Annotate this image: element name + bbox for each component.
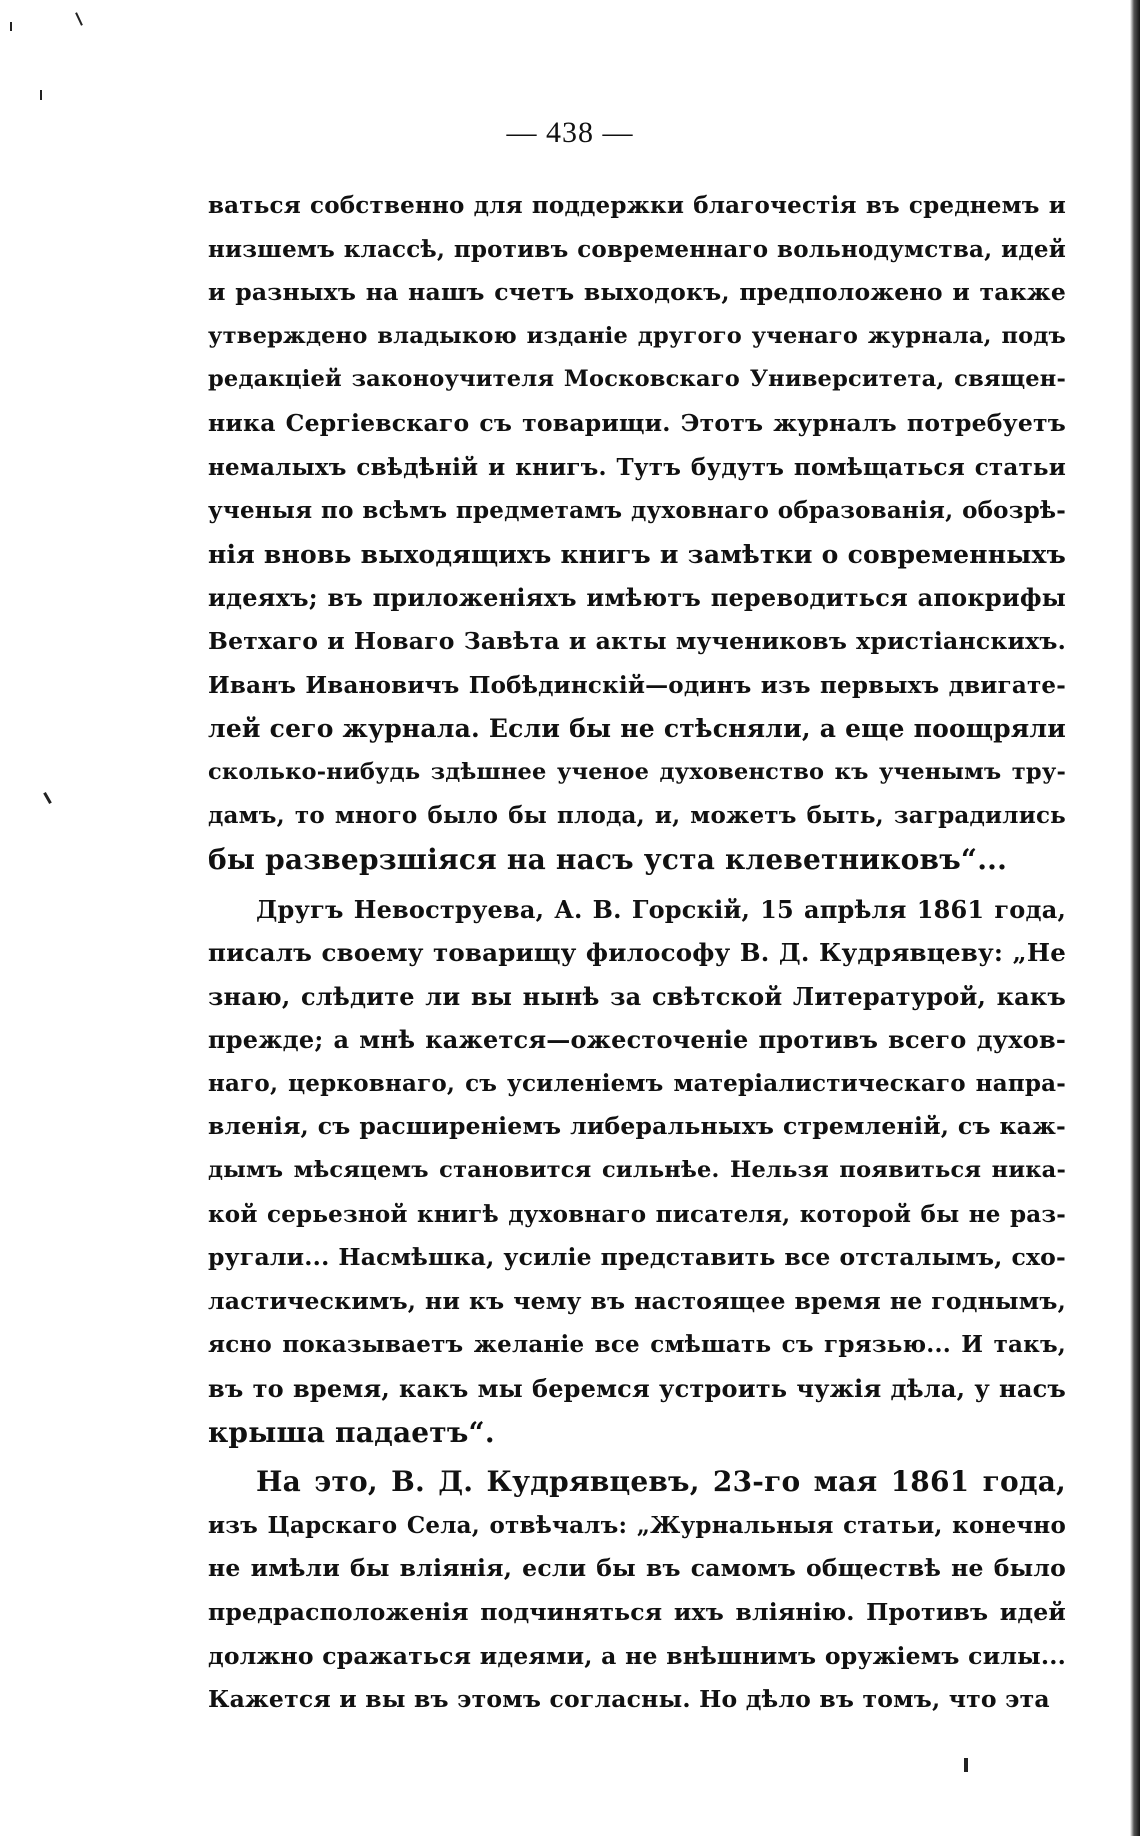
- scan-speck: [964, 1758, 968, 1772]
- page-edge-shadow: [1130, 0, 1140, 1836]
- text-line: Иванъ Ивановичъ Побѣдинскій—одинъ изъ первыхъ двигате-: [208, 671, 1066, 699]
- text-line: должно сражаться идеями, а не внѣшнимъ оружіемъ силы...: [208, 1641, 1066, 1670]
- text-line: и разныхъ на нашъ счетъ выходокъ, предположено и также: [208, 278, 1066, 307]
- paragraph: [208, 1460, 1066, 1722]
- text-line: утверждено владыкою изданіе другого ученаго журнала, подъ: [208, 322, 1066, 349]
- text-line: ясно показываетъ желаніе все смѣшать съ грязью... И такъ,: [208, 1331, 1066, 1359]
- text-line: Другъ Невоструева, А. В. Горскій, 15 апрѣля 1861 года,: [256, 894, 1066, 924]
- text-line: вленія, съ расширеніемъ либеральныхъ стремленій, съ каж-: [208, 1112, 1066, 1141]
- text-line: писалъ своему товарищу философу В. Д. Кудрявцеву: „Не: [208, 938, 1066, 968]
- scan-speck: [10, 22, 12, 31]
- text-line: немалыхъ свѣдѣній и книгъ. Тутъ будутъ помѣщаться статьи: [208, 453, 1066, 481]
- text-line: низшемъ классѣ, противъ современнаго вольнодумства, идей: [208, 235, 1066, 263]
- text-line: дымъ мѣсяцемъ становится сильнѣе. Нельзя появиться ника-: [208, 1157, 1066, 1184]
- scan-speck: [40, 90, 42, 100]
- text-line: Ветхаго и Новаго Завѣта и акты мучениковъ христіанскихъ.: [208, 626, 1066, 655]
- text-line: ника Сергіевскаго съ товарищи. Этотъ журналъ потребуетъ: [208, 408, 1066, 437]
- text-line: сколько-нибудь здѣшнее ученое духовенство къ ученымъ тру-: [208, 758, 1066, 785]
- paragraph: [208, 888, 1066, 1455]
- text-line: кой серьезной книгѣ духовнаго писателя, которой бы не раз-: [208, 1200, 1066, 1228]
- text-line: На это, В. Д. Кудрявцевъ, 23-го мая 1861 года,: [256, 1465, 1066, 1499]
- text-line: ругали... Насмѣшка, усиліе представить все отсталымъ, схо-: [208, 1243, 1066, 1272]
- text-line: ваться собственно для поддержки благочестія въ среднемъ и: [208, 192, 1066, 219]
- text-line: знаю, слѣдите ли вы нынѣ за свѣтской Литературой, какъ: [208, 981, 1066, 1011]
- text-line: идеяхъ; въ приложеніяхъ имѣютъ переводиться апокрифы: [208, 583, 1066, 613]
- body-text: [208, 184, 1066, 1722]
- text-line: ученыя по всѣмъ предметамъ духовнаго образованія, обозрѣ-: [208, 497, 1066, 525]
- text-line: лей сего журнала. Если бы не стѣсняли, а еще поощряли: [208, 714, 1066, 744]
- text-line: Кажется и вы въ этомъ согласны. Но дѣло въ томъ, что эта: [208, 1685, 1050, 1714]
- text-line: бы разверзшіяся на насъ уста клеветниковъ“...: [208, 842, 1008, 876]
- text-line: нія вновь выходящихъ книгъ и замѣтки о современныхъ: [208, 539, 1066, 569]
- text-line: крыша падаетъ“.: [208, 1415, 495, 1449]
- paragraph: [208, 184, 1066, 882]
- text-line: редакціей законоучителя Московскаго Университета, священ-: [208, 366, 1066, 393]
- text-line: не имѣли бы вліянія, если бы въ самомъ обществѣ не было: [208, 1554, 1066, 1583]
- scan-speck: [75, 12, 83, 26]
- scan-speck: [43, 792, 52, 804]
- text-line: прежде; а мнѣ кажется—ожесточеніе противъ всего духов-: [208, 1025, 1066, 1055]
- text-line: наго, церковнаго, съ усиленіемъ матеріалистическаго напра-: [208, 1069, 1066, 1097]
- text-line: въ то время, какъ мы беремся устроить чужія дѣла, у насъ: [208, 1374, 1066, 1404]
- text-line: предрасположенія подчиняться ихъ вліянію. Противъ идей: [208, 1598, 1066, 1626]
- text-line: изъ Царскаго Села, отвѣчалъ: „Журнальныя статьи, конечно: [208, 1511, 1066, 1539]
- page-number: — 438 —: [506, 116, 634, 149]
- text-line: дамъ, то много было бы плода, и, можетъ быть, заградились: [208, 802, 1066, 830]
- text-line: ластическимъ, ни къ чему въ настоящее время не годнымъ,: [208, 1286, 1066, 1315]
